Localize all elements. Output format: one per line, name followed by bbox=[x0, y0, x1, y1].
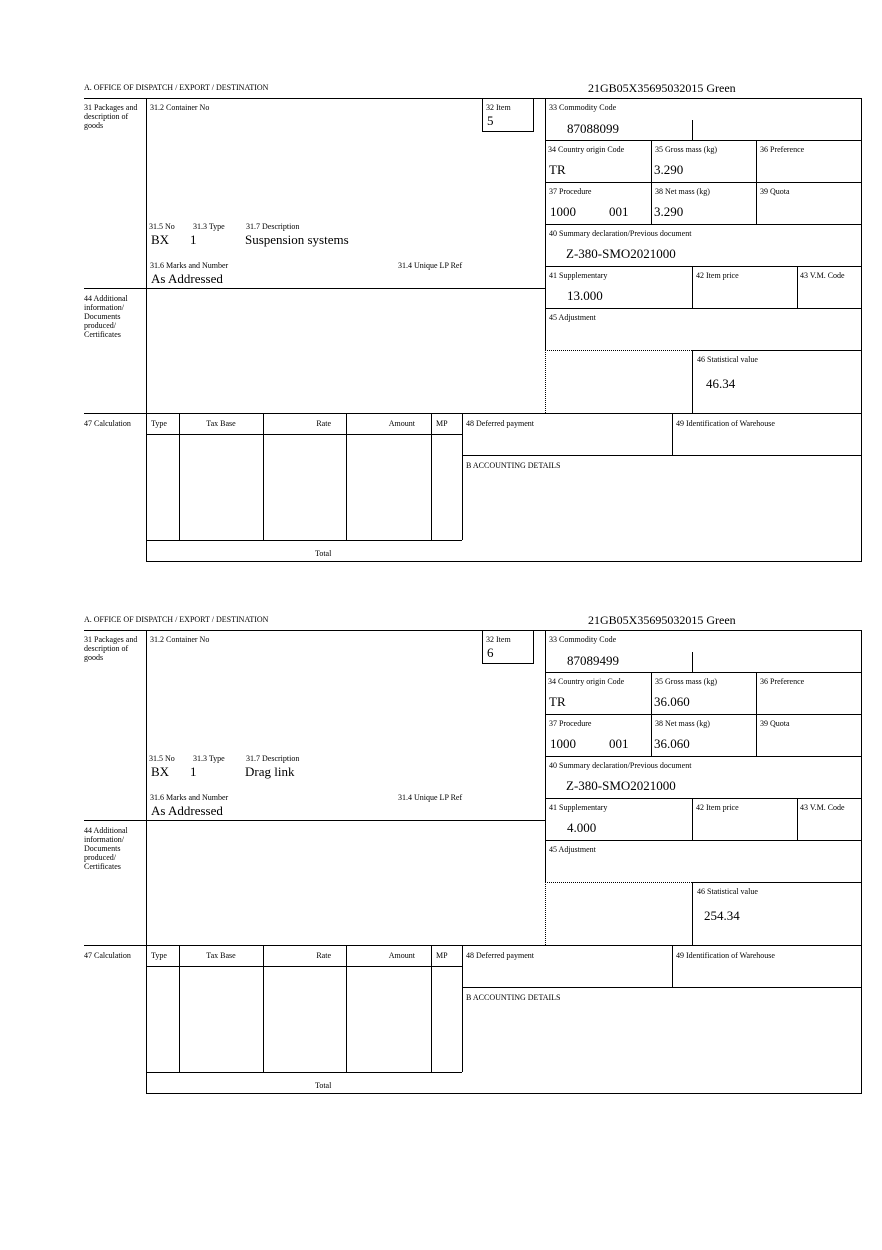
net-mass-value: 3.290 bbox=[654, 204, 684, 219]
commodity-code-label: 33 Commodity Code bbox=[549, 635, 617, 644]
vm-code-label: 43 V.M. Code bbox=[800, 271, 845, 280]
calc-amount-header: Amount bbox=[388, 419, 415, 428]
container-no-label: 31.2 Container No bbox=[150, 103, 210, 112]
procedure-label: 37 Procedure bbox=[549, 187, 592, 196]
procedure-label: 37 Procedure bbox=[549, 719, 592, 728]
statistical-value-label: 46 Statistical value bbox=[697, 887, 758, 896]
statistical-value: 46.34 bbox=[706, 376, 736, 391]
country-origin-label: 34 Country origin Code bbox=[548, 677, 625, 686]
description-value: Drag link bbox=[245, 764, 295, 779]
warehouse-label: 49 Identification of Warehouse bbox=[676, 419, 775, 428]
office-header: A. OFFICE OF DISPATCH / EXPORT / DESTINATION bbox=[84, 615, 269, 624]
type-value: 1 bbox=[190, 232, 197, 247]
description-value: Suspension systems bbox=[245, 232, 349, 247]
adjustment-label: 45 Adjustment bbox=[549, 313, 596, 322]
description-label: 31.7 Description bbox=[246, 754, 300, 763]
calc-rate-header: Rate bbox=[316, 419, 331, 428]
calc-rate-header: Rate bbox=[316, 951, 331, 960]
calc-type-header: Type bbox=[151, 419, 167, 428]
gross-mass-label: 35 Gross mass (kg) bbox=[655, 145, 717, 154]
quota-label: 39 Quota bbox=[760, 719, 790, 728]
no-label: 31.5 No bbox=[149, 222, 175, 231]
summary-decl-label: 40 Summary declaration/Previous document bbox=[549, 761, 692, 770]
commodity-code-value: 87088099 bbox=[567, 121, 619, 136]
calc-amount-header: Amount bbox=[388, 951, 415, 960]
country-origin-value: TR bbox=[549, 694, 566, 709]
statistical-value: 254.34 bbox=[704, 908, 740, 923]
procedure-extra-value: 001 bbox=[609, 736, 629, 751]
accounting-label: B ACCOUNTING DETAILS bbox=[466, 461, 561, 470]
item-label: 32 Item bbox=[486, 103, 511, 112]
item-value: 6 bbox=[487, 645, 494, 660]
supplementary-value: 13.000 bbox=[567, 288, 603, 303]
vm-code-label: 43 V.M. Code bbox=[800, 803, 845, 812]
additional-info-label: 44 Additional information/ Documents produced/ Certificates bbox=[84, 294, 128, 339]
description-label: 31.7 Description bbox=[246, 222, 300, 231]
summary-decl-label: 40 Summary declaration/Previous document bbox=[549, 229, 692, 238]
gross-mass-label: 35 Gross mass (kg) bbox=[655, 677, 717, 686]
marks-value: As Addressed bbox=[151, 803, 223, 818]
reference-number: 21GB05X35695032015 Green bbox=[588, 81, 736, 95]
procedure-code-value: 1000 bbox=[550, 204, 576, 219]
marks-label: 31.6 Marks and Number bbox=[150, 261, 229, 270]
calc-tax-base-header: Tax Base bbox=[206, 419, 236, 428]
item-price-label: 42 Item price bbox=[696, 803, 739, 812]
supplementary-label: 41 Supplementary bbox=[549, 803, 608, 812]
marks-value: As Addressed bbox=[151, 271, 223, 286]
deferred-payment-label: 48 Deferred payment bbox=[466, 419, 534, 428]
calc-mp-header: MP bbox=[436, 951, 448, 960]
unique-lp-label: 31.4 Unique LP Ref bbox=[398, 793, 463, 802]
calc-type-header: Type bbox=[151, 951, 167, 960]
calculation-label: 47 Calculation bbox=[84, 419, 131, 428]
net-mass-label: 38 Net mass (kg) bbox=[655, 719, 710, 728]
total-label: Total bbox=[315, 549, 332, 558]
marks-label: 31.6 Marks and Number bbox=[150, 793, 229, 802]
net-mass-label: 38 Net mass (kg) bbox=[655, 187, 710, 196]
no-label: 31.5 No bbox=[149, 754, 175, 763]
procedure-extra-value: 001 bbox=[609, 204, 629, 219]
statistical-value-label: 46 Statistical value bbox=[697, 355, 758, 364]
summary-decl-value: Z-380-SMO2021000 bbox=[566, 778, 676, 793]
supplementary-value: 4.000 bbox=[567, 820, 597, 835]
reference-number: 21GB05X35695032015 Green bbox=[588, 613, 736, 627]
warehouse-label: 49 Identification of Warehouse bbox=[676, 951, 775, 960]
adjustment-label: 45 Adjustment bbox=[549, 845, 596, 854]
item-label: 32 Item bbox=[486, 635, 511, 644]
country-origin-value: TR bbox=[549, 162, 566, 177]
calc-tax-base-header: Tax Base bbox=[206, 951, 236, 960]
deferred-payment-label: 48 Deferred payment bbox=[466, 951, 534, 960]
declaration-form-2 bbox=[0, 612, 882, 1112]
office-header: A. OFFICE OF DISPATCH / EXPORT / DESTINATION bbox=[84, 83, 269, 92]
calc-mp-header: MP bbox=[436, 419, 448, 428]
commodity-code-label: 33 Commodity Code bbox=[549, 103, 617, 112]
preference-label: 36 Preference bbox=[760, 145, 805, 154]
gross-mass-value: 36.060 bbox=[654, 694, 690, 709]
type-label: 31.3 Type bbox=[193, 754, 225, 763]
country-origin-label: 34 Country origin Code bbox=[548, 145, 625, 154]
container-no-label: 31.2 Container No bbox=[150, 635, 210, 644]
accounting-label: B ACCOUNTING DETAILS bbox=[466, 993, 561, 1002]
item-value: 5 bbox=[487, 113, 494, 128]
procedure-code-value: 1000 bbox=[550, 736, 576, 751]
gross-mass-value: 3.290 bbox=[654, 162, 684, 177]
quota-label: 39 Quota bbox=[760, 187, 790, 196]
no-value: BX bbox=[151, 232, 170, 247]
net-mass-value: 36.060 bbox=[654, 736, 690, 751]
item-price-label: 42 Item price bbox=[696, 271, 739, 280]
summary-decl-value: Z-380-SMO2021000 bbox=[566, 246, 676, 261]
packages-label: 31 Packages and description of goods bbox=[84, 635, 138, 662]
unique-lp-label: 31.4 Unique LP Ref bbox=[398, 261, 463, 270]
no-value: BX bbox=[151, 764, 170, 779]
declaration-form-1 bbox=[0, 80, 882, 580]
type-value: 1 bbox=[190, 764, 197, 779]
additional-info-label: 44 Additional information/ Documents produced/ Certificates bbox=[84, 826, 128, 871]
type-label: 31.3 Type bbox=[193, 222, 225, 231]
commodity-code-value: 87089499 bbox=[567, 653, 619, 668]
supplementary-label: 41 Supplementary bbox=[549, 271, 608, 280]
calculation-label: 47 Calculation bbox=[84, 951, 131, 960]
total-label: Total bbox=[315, 1081, 332, 1090]
preference-label: 36 Preference bbox=[760, 677, 805, 686]
packages-label: 31 Packages and description of goods bbox=[84, 103, 138, 130]
